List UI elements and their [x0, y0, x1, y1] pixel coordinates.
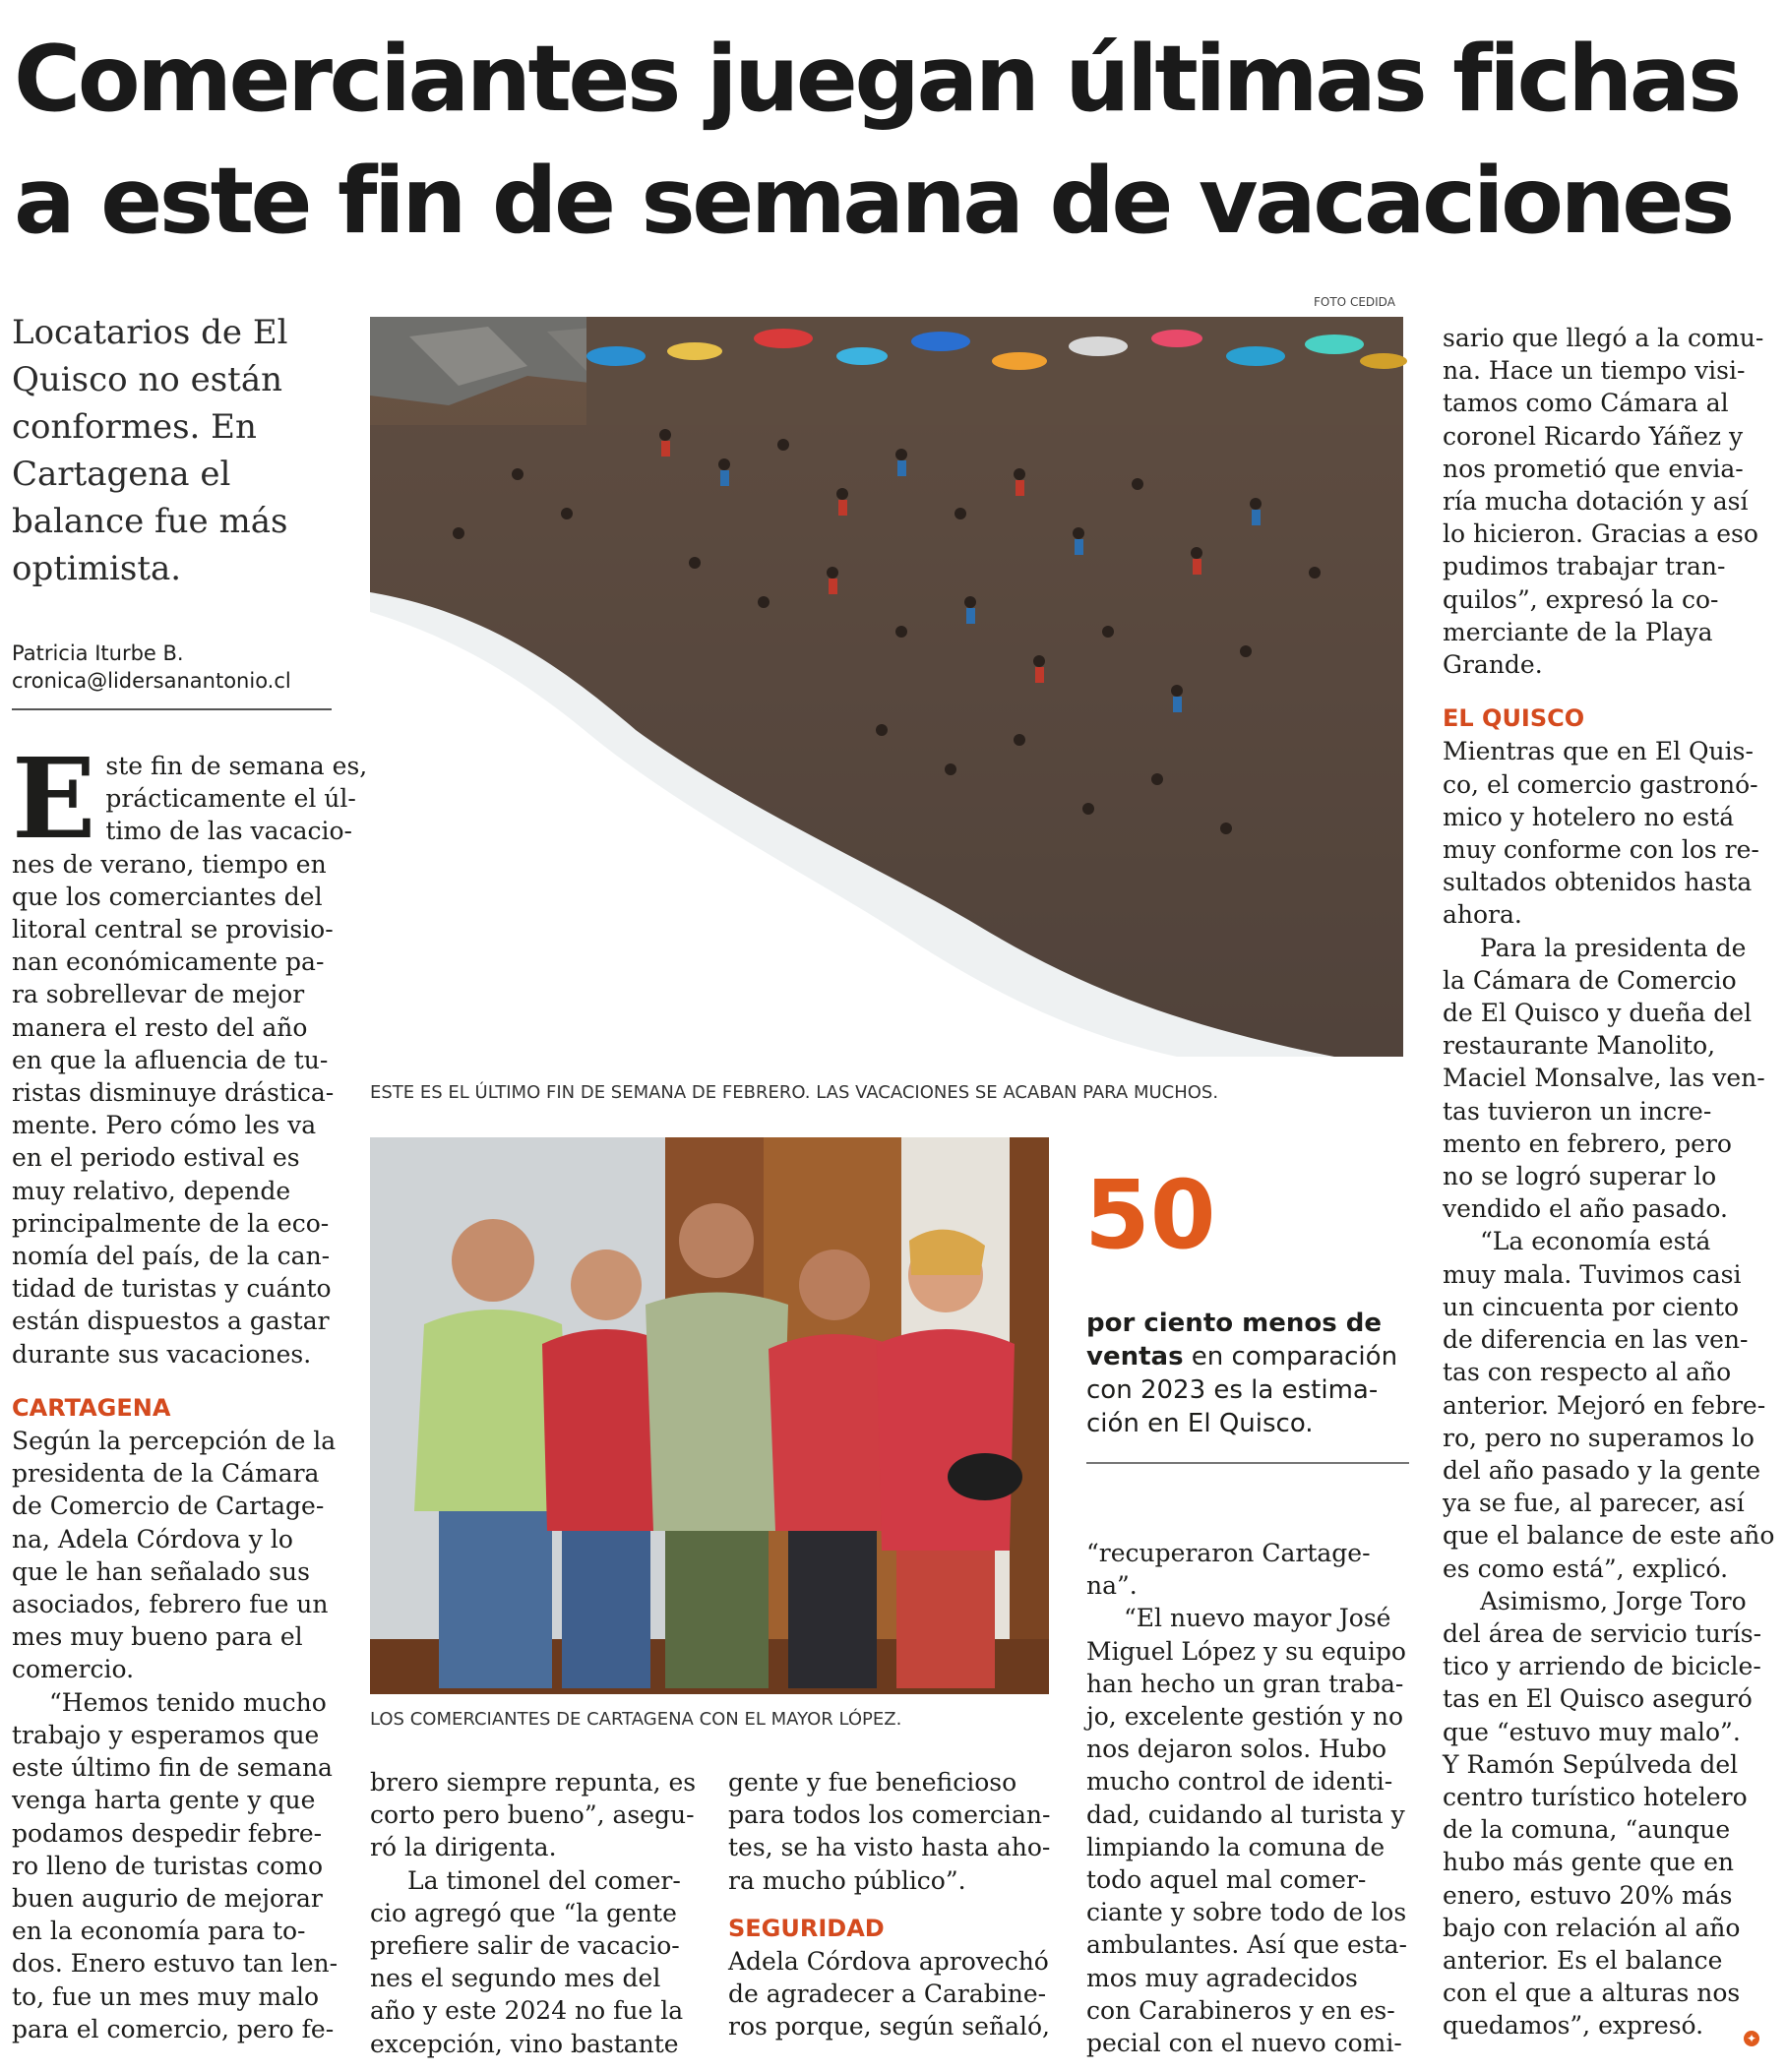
text-line: ste fin de semana es,: [105, 752, 368, 780]
text-line: mico y hotelero no está: [1443, 802, 1735, 831]
text-line: pecial con el nuevo comi-: [1086, 2029, 1402, 2058]
text-line: nos dejaron solos. Hubo: [1086, 1735, 1387, 1764]
text-line: limpiando la comuna de: [1086, 1832, 1386, 1861]
section-heading-el-quisco: EL QUISCO: [1443, 704, 1585, 733]
text-line: dos. Enero estuvo tan len-: [12, 1949, 339, 1979]
text-line: han hecho un gran traba-: [1086, 1669, 1404, 1698]
text-line: co, el comercio gastronó-: [1443, 769, 1758, 799]
text-line: to, fue un mes muy malo: [12, 1981, 320, 2011]
stat-text: con 2023 es la estima-: [1086, 1375, 1379, 1405]
text-line: comercio.: [12, 1655, 135, 1684]
text-line: mente. Pero cómo les va: [12, 1111, 317, 1140]
text-line: mento en febrero, pero: [1443, 1128, 1732, 1158]
text-line: mes muy bueno para el: [12, 1622, 303, 1652]
text-line: de la comuna, “aunque: [1443, 1815, 1731, 1845]
text-line: quilos”, expresó la co-: [1443, 584, 1719, 614]
headline: [14, 18, 1775, 262]
beach-photo: [370, 317, 1403, 1057]
text-line: na, Adela Córdova y lo: [12, 1524, 293, 1554]
text-line: buen augurio de mejorar: [12, 1883, 323, 1913]
text-line: lo hicieron. Gracias a eso: [1443, 519, 1758, 549]
text-line: hubo más gente que en: [1443, 1848, 1735, 1877]
end-of-article-icon: ✦: [1744, 2031, 1759, 2046]
text-line: anterior. Es el balance: [1443, 1945, 1723, 1975]
text-line: nos prometió que envia-: [1443, 454, 1744, 483]
text-line: del área de servicio turís-: [1443, 1618, 1762, 1648]
text-line: podamos despedir febre-: [12, 1818, 323, 1848]
text-line: Y Ramón Sepúlveda del: [1443, 1749, 1739, 1779]
text-line: “recuperaron Cartage-: [1086, 1539, 1371, 1567]
byline-divider: [12, 708, 332, 710]
stat-number: 50: [1084, 1160, 1216, 1270]
article-column-1: [12, 735, 368, 2045]
text-line: ra mucho público”.: [728, 1865, 966, 1895]
text-line: mucho control de identi-: [1086, 1767, 1393, 1797]
text-line: coronel Ricardo Yáñez y: [1443, 421, 1744, 451]
text-line: merciante de la Playa: [1443, 617, 1713, 646]
text-line: ro, pero no superamos lo: [1443, 1423, 1755, 1452]
text-line: Asimismo, Jorge Toro: [1480, 1586, 1747, 1615]
beach-photo-illustration: [370, 317, 1403, 1057]
stat-box: [1086, 1307, 1413, 1440]
text-line: restaurante Manolito,: [1443, 1031, 1716, 1061]
text-line: en el periodo estival es: [12, 1143, 300, 1173]
text-line: Para la presidenta de: [1480, 933, 1747, 962]
text-line: litoral central se provisio-: [12, 915, 334, 945]
drop-cap: E: [12, 735, 96, 864]
section-heading-cartagena: CARTAGENA: [12, 1393, 171, 1422]
text-line: que el balance de este año: [1443, 1521, 1775, 1551]
text-line: durante sus vacaciones.: [12, 1339, 312, 1369]
text-line: sario que llegó a la comu-: [1443, 324, 1764, 352]
text-line: ró la dirigenta.: [370, 1833, 557, 1862]
text-line: un cincuenta por ciento: [1443, 1292, 1740, 1321]
text-line: están dispuestos a gastar: [12, 1307, 330, 1336]
headline-line-1: Comerciantes juegan últimas fichas: [14, 26, 1739, 132]
text-line: pudimos trabajar tran-: [1443, 552, 1726, 581]
text-line: bajo con relación al año: [1443, 1913, 1741, 1942]
text-line: la Cámara de Comercio: [1443, 965, 1737, 995]
text-line: tidad de turistas y cuánto: [12, 1274, 332, 1304]
photo-caption-merchants: LOS COMERCIANTES DE CARTAGENA CON EL MAYOR LÓPEZ.: [370, 1709, 902, 1730]
subhead-line: Cartagena el: [12, 455, 231, 494]
text-line: este último fin de semana: [12, 1753, 333, 1783]
text-line: venga harta gente y que: [12, 1786, 316, 1815]
text-line: trabajo y esperamos que: [12, 1720, 320, 1749]
text-line: tico y arriendo de bicicle-: [1443, 1652, 1761, 1681]
text-line: asociados, febrero fue un: [12, 1590, 329, 1619]
text-line: tamos como Cámara al: [1443, 389, 1729, 418]
text-line: Miguel López y su equipo: [1086, 1636, 1406, 1666]
subhead-line: Quisco no están: [12, 360, 282, 399]
text-line: año y este 2024 no fue la: [370, 1996, 684, 2026]
text-line: timo de las vacacio-: [105, 817, 352, 846]
text-line: nomía del país, de la can-: [12, 1242, 331, 1271]
text-line: prácticamente el úl-: [105, 784, 356, 814]
stat-divider: [1086, 1462, 1409, 1464]
text-line: muy conforme con los re-: [1443, 835, 1759, 865]
text-line: corto pero bueno”, asegu-: [370, 1800, 695, 1830]
stat-text: en comparación: [1183, 1342, 1398, 1371]
text-line: de diferencia en las ven-: [1443, 1325, 1749, 1355]
subhead-line: conformes. En: [12, 407, 257, 447]
article-column-3: [728, 1766, 1053, 2043]
text-line: quedamos”, expresó.: [1443, 2011, 1704, 2041]
text-line: tas tuvieron un incre-: [1443, 1096, 1712, 1126]
merchants-photo-illustration: [370, 1137, 1049, 1694]
text-line: tes, se ha visto hasta aho-: [728, 1833, 1051, 1862]
photo-caption-beach: ESTE ES EL ÚLTIMO FIN DE SEMANA DE FEBRERO. LAS VACACIONES SE ACABAN PARA MUCHOS.: [370, 1082, 1219, 1103]
text-line: Grande.: [1443, 650, 1543, 680]
text-line: “El nuevo mayor José: [1124, 1604, 1391, 1633]
text-line: brero siempre repunta, es: [370, 1768, 697, 1797]
text-line: es como está”, explicó.: [1443, 1554, 1729, 1583]
text-line: todo aquel mal comer-: [1086, 1865, 1367, 1895]
article-column-5: [1443, 322, 1775, 2042]
text-line: na”.: [1086, 1571, 1138, 1601]
text-line: tas con respecto al año: [1443, 1358, 1732, 1387]
text-line: para el comercio, pero fe-: [12, 2014, 335, 2043]
subhead-line: balance fue más: [12, 502, 288, 541]
text-line: “La economía está: [1480, 1227, 1711, 1256]
section-heading-seguridad: SEGURIDAD: [728, 1914, 885, 1942]
text-line: Según la percepción de la: [12, 1427, 337, 1456]
article-column-4: [1086, 1537, 1411, 2059]
text-line: del año pasado y la gente: [1443, 1455, 1761, 1485]
text-line: cio agregó que “la gente: [370, 1898, 677, 1927]
text-line: ambulantes. Así que esta-: [1086, 1930, 1407, 1960]
text-line: ristas disminuye drástica-: [12, 1078, 335, 1108]
byline-author: Patricia Iturbe B.: [12, 641, 184, 665]
text-line: de El Quisco y dueña del: [1443, 999, 1753, 1028]
text-line: centro turístico hotelero: [1443, 1782, 1748, 1811]
text-line: con Carabineros y en es-: [1086, 1995, 1395, 2025]
text-line: sultados obtenidos hasta: [1443, 868, 1753, 897]
photo-credit: FOTO CEDIDA: [1314, 295, 1395, 309]
text-line: anterior. Mejoró en febre-: [1443, 1390, 1766, 1420]
text-line: de Comercio de Cartage-: [12, 1492, 325, 1521]
text-line: presidenta de la Cámara: [12, 1459, 320, 1489]
subhead-line: Locatarios de El: [12, 313, 288, 352]
text-line: que los comerciantes del: [12, 882, 323, 911]
text-line: principalmente de la eco-: [12, 1208, 330, 1238]
text-line: vendido el año pasado.: [1443, 1194, 1728, 1224]
text-line: ya se fue, al parecer, así: [1443, 1489, 1745, 1518]
text-line: gente y fue beneficioso: [728, 1768, 1017, 1797]
text-line: dad, cuidando al turista y: [1086, 1799, 1405, 1829]
text-line: que le han señalado sus: [12, 1556, 310, 1586]
text-line: jo, excelente gestión y no: [1086, 1702, 1404, 1732]
text-line: nes de verano, tiempo en: [12, 849, 327, 879]
text-line: que “estuvo muy malo”.: [1443, 1717, 1741, 1746]
text-line: de agradecer a Carabine-: [728, 1980, 1047, 2009]
text-line: Maciel Monsalve, las ven-: [1443, 1064, 1765, 1093]
merchants-photo: [370, 1137, 1049, 1694]
text-line: La timonel del comer-: [407, 1865, 681, 1895]
text-line: muy mala. Tuvimos casi: [1443, 1259, 1742, 1289]
stat-bold-text: por ciento menos de: [1086, 1309, 1383, 1338]
text-line: ra sobrellevar de mejor: [12, 980, 305, 1009]
text-line: tas en El Quisco aseguró: [1443, 1684, 1753, 1714]
text-line: Mientras que en El Quis-: [1443, 737, 1754, 766]
text-line: con el que a alturas nos: [1443, 1979, 1741, 2008]
text-line: na. Hace un tiempo visi-: [1443, 356, 1746, 386]
subhead-line: optimista.: [12, 549, 182, 588]
subheadline: [12, 309, 337, 592]
headline-line-2: a este fin de semana de vacaciones: [14, 148, 1732, 254]
article-column-2: [370, 1766, 695, 2060]
text-line: mos muy agradecidos: [1086, 1963, 1358, 1992]
text-line: prefiere salir de vacacio-: [370, 1931, 680, 1961]
stat-bold-text: ventas: [1086, 1342, 1184, 1371]
text-line: Adela Córdova aprovechó: [728, 1947, 1049, 1977]
text-line: nes el segundo mes del: [370, 1964, 661, 1993]
text-line: en que la afluencia de tu-: [12, 1045, 329, 1074]
text-line: nan económicamente pa-: [12, 947, 325, 977]
text-line: no se logró superar lo: [1443, 1162, 1717, 1191]
text-line: ría mucha dotación y así: [1443, 487, 1749, 517]
text-line: ahora.: [1443, 900, 1522, 930]
stat-text: ción en El Quisco.: [1086, 1409, 1314, 1438]
text-line: ro lleno de turistas como: [12, 1851, 324, 1880]
text-line: manera el resto del año: [12, 1012, 308, 1042]
text-line: ros porque, según señaló,: [728, 2012, 1050, 2042]
text-line: enero, estuvo 20% más: [1443, 1880, 1733, 1910]
text-line: ciante y sobre todo de los: [1086, 1898, 1407, 1927]
text-line: muy relativo, depende: [12, 1176, 291, 1205]
text-line: para todos los comercian-: [728, 1800, 1051, 1830]
text-line: “Hemos tenido mucho: [49, 1687, 327, 1717]
byline-email: cronica@lidersanantonio.cl: [12, 669, 291, 693]
text-line: en la economía para to-: [12, 1917, 306, 1946]
text-line: excepción, vino bastante: [370, 2029, 679, 2058]
